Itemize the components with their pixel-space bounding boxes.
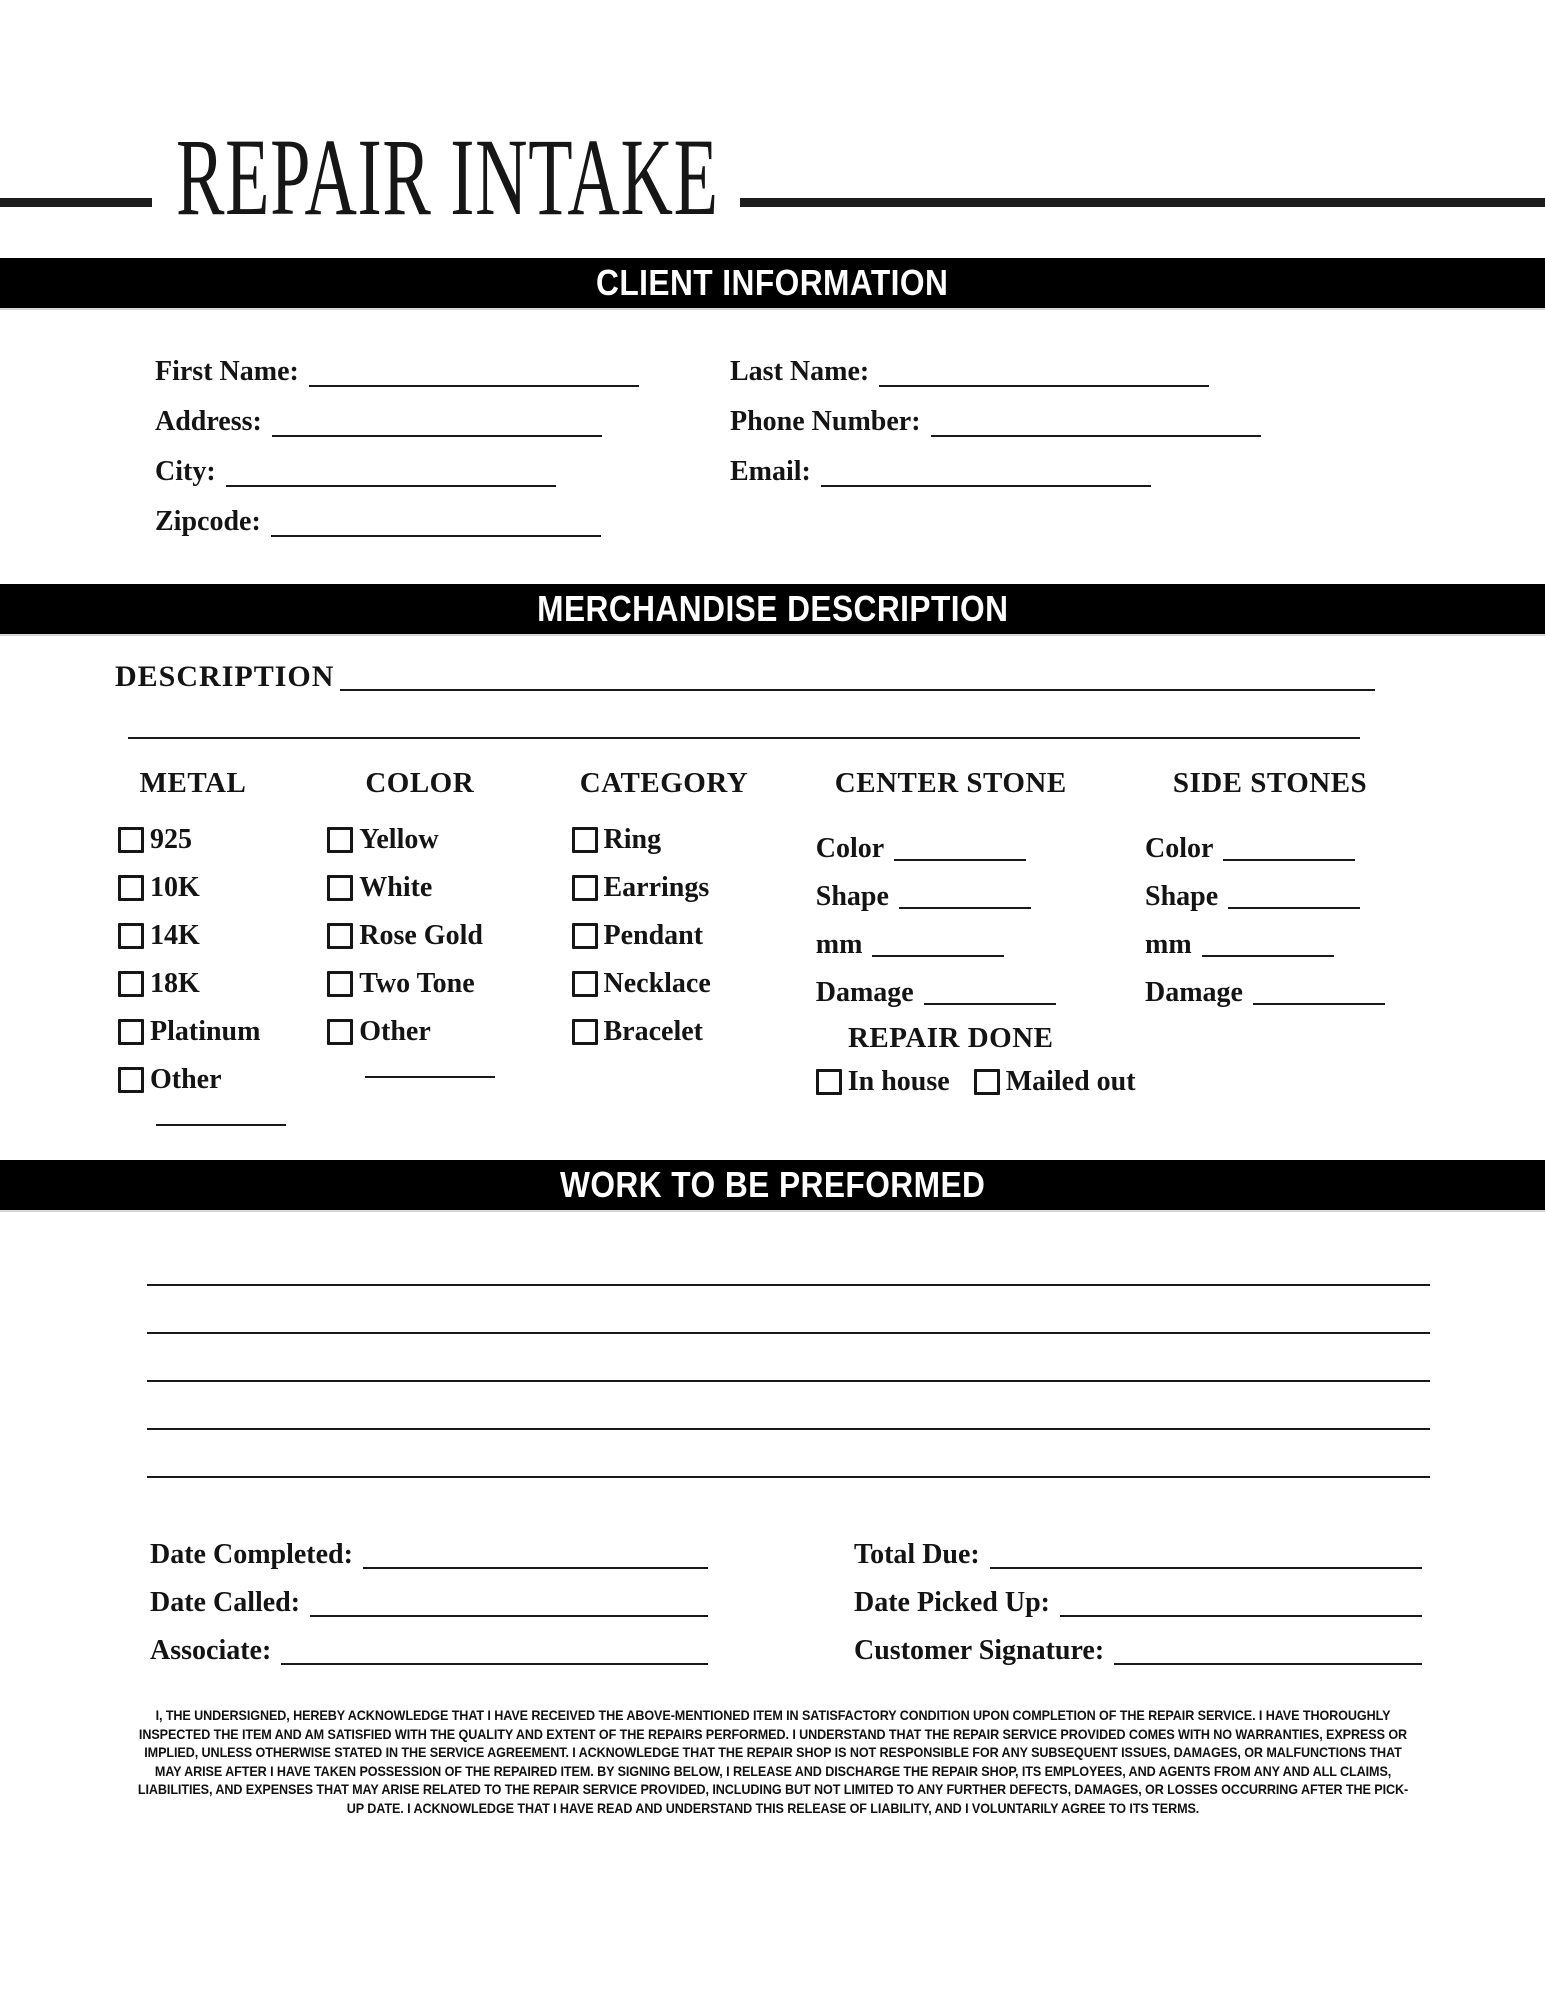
color-column <box>327 767 512 1126</box>
category-necklace-label: Necklace <box>603 968 711 1000</box>
center-stone-shape-field <box>816 864 1086 912</box>
repair-done-in-house-checkbox[interactable] <box>816 1069 842 1095</box>
side-stones-mm-line[interactable] <box>1202 955 1334 957</box>
repair-done-section <box>816 1022 1136 1099</box>
metal-925-checkbox[interactable] <box>118 827 144 853</box>
first-name-line[interactable] <box>309 385 639 387</box>
date-called-field <box>150 1570 708 1618</box>
category-ring-checkbox[interactable] <box>572 827 598 853</box>
metal-platinum-label: Platinum <box>150 1016 261 1048</box>
title-row <box>0 116 1545 238</box>
city-field <box>155 438 730 488</box>
last-name-field <box>730 338 1430 388</box>
color-other-line[interactable] <box>365 1076 495 1078</box>
metal-other-line[interactable] <box>156 1124 286 1126</box>
merchandise-description-banner <box>0 584 1545 636</box>
center-stone-damage-label: Damage <box>815 976 914 1008</box>
date-picked-up-line[interactable] <box>1060 1615 1422 1617</box>
center-stone-header: CENTER STONE <box>834 767 1067 799</box>
email-line[interactable] <box>821 485 1151 487</box>
repair-done-in-house-label: In house <box>847 1066 950 1098</box>
customer-signature-label: Customer Signature: <box>854 1634 1105 1666</box>
category-option-earrings <box>572 864 757 912</box>
email-label: Email: <box>730 456 811 488</box>
color-option-two-tone <box>327 960 512 1008</box>
color-option-white <box>327 864 512 912</box>
side-stones-mm-field <box>1145 912 1395 960</box>
center-stone-color-label: Color <box>815 832 885 864</box>
color-white-label: White <box>359 872 433 904</box>
total-due-line[interactable] <box>990 1567 1422 1569</box>
category-pendant-checkbox[interactable] <box>572 923 598 949</box>
client-information-banner <box>0 258 1545 310</box>
customer-signature-field <box>854 1618 1422 1666</box>
metal-option-18k <box>118 960 268 1008</box>
center-stone-column <box>815 767 1136 1126</box>
side-stones-damage-line[interactable] <box>1253 1003 1385 1005</box>
side-stones-header: SIDE STONES <box>1172 767 1368 799</box>
center-stone-damage-field <box>816 960 1086 1008</box>
footer-column-right <box>854 1522 1422 1666</box>
color-white-checkbox[interactable] <box>327 875 353 901</box>
side-stones-shape-label: Shape <box>1145 880 1219 912</box>
repair-done-option-mailed-out <box>974 1065 1136 1099</box>
metal-option-925 <box>118 816 268 864</box>
client-column-right <box>730 338 1430 538</box>
date-picked-up-label: Date Picked Up: <box>854 1586 1050 1618</box>
merchandise-columns <box>118 767 1395 1126</box>
metal-14k-checkbox[interactable] <box>118 923 144 949</box>
email-field <box>730 438 1430 488</box>
title-flourish-left <box>0 198 152 207</box>
center-stone-color-line[interactable] <box>894 859 1026 861</box>
associate-label: Associate: <box>150 1634 272 1666</box>
metal-10k-label: 10K <box>150 872 200 904</box>
work-line-5[interactable] <box>147 1476 1430 1478</box>
work-line-3[interactable] <box>147 1380 1430 1382</box>
metal-other-checkbox[interactable] <box>118 1067 144 1093</box>
metal-18k-label: 18K <box>150 968 200 1000</box>
center-stone-damage-line[interactable] <box>924 1003 1056 1005</box>
side-stones-damage-field <box>1145 960 1395 1008</box>
work-line-2[interactable] <box>147 1332 1430 1334</box>
work-banner <box>0 1160 1545 1212</box>
phone-number-label: Phone Number: <box>730 406 921 438</box>
category-option-necklace <box>572 960 757 1008</box>
metal-option-platinum <box>118 1008 268 1056</box>
associate-field <box>150 1618 708 1666</box>
color-option-yellow <box>327 816 512 864</box>
description-label: DESCRIPTION <box>115 660 335 693</box>
category-ring-label: Ring <box>603 824 662 856</box>
last-name-line[interactable] <box>879 385 1209 387</box>
color-header: COLOR <box>365 767 475 799</box>
metal-platinum-checkbox[interactable] <box>118 1019 144 1045</box>
date-called-label: Date Called: <box>150 1586 301 1618</box>
date-completed-field <box>150 1522 708 1570</box>
phone-number-line[interactable] <box>931 435 1261 437</box>
category-option-pendant <box>572 912 757 960</box>
city-line[interactable] <box>226 485 556 487</box>
color-two-tone-checkbox[interactable] <box>327 971 353 997</box>
work-line-1[interactable] <box>147 1284 1430 1286</box>
repair-done-header: REPAIR DONE <box>847 1022 1054 1055</box>
category-necklace-checkbox[interactable] <box>572 971 598 997</box>
category-pendant-label: Pendant <box>603 920 704 952</box>
date-called-line[interactable] <box>310 1615 708 1617</box>
side-stones-column <box>1145 767 1395 1126</box>
center-stone-mm-label: mm <box>815 928 863 960</box>
category-earrings-checkbox[interactable] <box>572 875 598 901</box>
category-option-bracelet <box>572 1008 757 1056</box>
color-two-tone-label: Two Tone <box>359 968 475 1000</box>
associate-line[interactable] <box>281 1663 708 1665</box>
address-field <box>155 388 730 438</box>
title-flourish-right <box>740 198 1545 207</box>
category-earrings-label: Earrings <box>603 872 710 904</box>
side-stones-color-line[interactable] <box>1223 859 1355 861</box>
repair-done-mailed-out-checkbox[interactable] <box>974 1069 1000 1095</box>
footer-column-left <box>150 1522 708 1666</box>
date-completed-label: Date Completed: <box>150 1538 353 1570</box>
zipcode-field <box>155 488 730 538</box>
total-due-field <box>854 1522 1422 1570</box>
client-column-left <box>155 338 730 538</box>
metal-column <box>118 767 268 1126</box>
side-stones-damage-label: Damage <box>1145 976 1243 1008</box>
color-option-rose-gold <box>327 912 512 960</box>
date-completed-line[interactable] <box>363 1567 708 1569</box>
work-line-4[interactable] <box>147 1428 1430 1430</box>
category-header: CATEGORY <box>579 767 749 799</box>
metal-header: METAL <box>139 767 247 799</box>
side-stones-shape-line[interactable] <box>1228 907 1360 909</box>
metal-option-10k <box>118 864 268 912</box>
first-name-label: First Name: <box>155 356 299 388</box>
color-option-other <box>327 1008 512 1056</box>
center-stone-mm-line[interactable] <box>872 955 1004 957</box>
footer-fields <box>150 1522 1545 1666</box>
center-stone-shape-line[interactable] <box>899 907 1031 909</box>
repair-done-option-in-house <box>816 1065 950 1099</box>
category-column <box>572 767 757 1126</box>
side-stones-shape-field <box>1145 864 1395 912</box>
color-rose-gold-checkbox[interactable] <box>327 923 353 949</box>
metal-18k-checkbox[interactable] <box>118 971 144 997</box>
metal-other-label: Other <box>150 1064 222 1096</box>
color-yellow-checkbox[interactable] <box>327 827 353 853</box>
page-title: REPAIR INTAKE <box>176 116 719 238</box>
center-stone-color-field <box>816 816 1086 864</box>
zipcode-label: Zipcode: <box>155 506 261 538</box>
category-bracelet-checkbox[interactable] <box>572 1019 598 1045</box>
address-line[interactable] <box>272 435 602 437</box>
last-name-label: Last Name: <box>730 356 870 388</box>
color-other-checkbox[interactable] <box>327 1019 353 1045</box>
metal-10k-checkbox[interactable] <box>118 875 144 901</box>
center-stone-shape-label: Shape <box>815 880 889 912</box>
liability-disclaimer: I, THE UNDERSIGNED, HEREBY ACKNOWLEDGE THAT I HAVE RECEIVED THE ABOVE-MENTIONED ITEM IN SATISFACTORY CONDITION UPON COMPLETION OF THE REPAIR SERVICE. I HAVE THOROUGHLY INSPECTED THE ITEM AND AM SATISFIED WITH THE QUALITY AND EXTENT OF THE REPAIRS PERFORMED. I UNDERSTAND THAT THE REPAIR SERVICE PROVIDED COMES WITH NO WARRANTIES, EXPRESS OR IMPLIED, UNLESS OTHERWISE STATED IN THE SERVICE AGREEMENT. I ACKNOWLEDGE THAT THE REPAIR SHOP IS NOT RESPONSIBLE FOR ANY SUBSEQUENT ISSUES, DAMAGES, OR MALFUNCTIONS THAT MAY ARISE AFTER I HAVE TAKEN POSSESSION OF THE REPAIRED ITEM. BY SIGNING BELOW, I RELEASE AND DISCHARGE THE REPAIR SHOP, ITS EMPLOYEES, AND AGENTS FROM ANY AND ALL CLAIMS, LIABILITIES, AND EXPENSES THAT MAY ARISE RELATED TO THE REPAIR SERVICE PROVIDED, INCLUDING BUT NOT LIMITED TO ANY FURTHER DEFECTS, DAMAGES, OR LOSSES OCCURRING AFTER THE PICK-UP DATE. I ACKNOWLEDGE THAT I HAVE READ AND UNDERSTAND THIS RELEASE OF LIABILITY, AND I VOLUNTARILY AGREE TO ITS TERMS. <box>137 1707 1408 1816</box>
merchandise-description-banner-label: MERCHANDISE DESCRIPTION <box>536 588 1009 629</box>
repair-done-mailed-out-label: Mailed out <box>1005 1066 1136 1098</box>
work-banner-label: WORK TO BE PREFORMED <box>559 1164 986 1206</box>
metal-option-14k <box>118 912 268 960</box>
date-picked-up-field <box>854 1570 1422 1618</box>
client-information-banner-label: CLIENT INFORMATION <box>596 262 949 303</box>
total-due-label: Total Due: <box>854 1538 980 1570</box>
description-line-2[interactable] <box>128 737 1360 739</box>
work-lines <box>147 1284 1430 1478</box>
zipcode-line[interactable] <box>271 535 601 537</box>
category-option-ring <box>572 816 757 864</box>
metal-925-label: 925 <box>150 824 192 856</box>
category-bracelet-label: Bracelet <box>603 1016 703 1048</box>
first-name-field <box>155 338 730 388</box>
color-yellow-label: Yellow <box>359 824 439 856</box>
color-other-label: Other <box>359 1016 431 1048</box>
side-stones-color-field <box>1145 816 1395 864</box>
metal-14k-label: 14K <box>150 920 200 952</box>
side-stones-color-label: Color <box>1145 832 1214 864</box>
color-rose-gold-label: Rose Gold <box>359 920 483 952</box>
metal-option-other <box>118 1056 268 1104</box>
description-field <box>115 660 1375 693</box>
phone-number-field <box>730 388 1430 438</box>
center-stone-mm-field <box>816 912 1086 960</box>
city-label: City: <box>155 456 216 488</box>
customer-signature-line[interactable] <box>1114 1663 1422 1665</box>
address-label: Address: <box>155 406 262 438</box>
client-information-section <box>0 310 1545 584</box>
description-line-1[interactable] <box>340 689 1375 691</box>
side-stones-mm-label: mm <box>1145 928 1192 960</box>
